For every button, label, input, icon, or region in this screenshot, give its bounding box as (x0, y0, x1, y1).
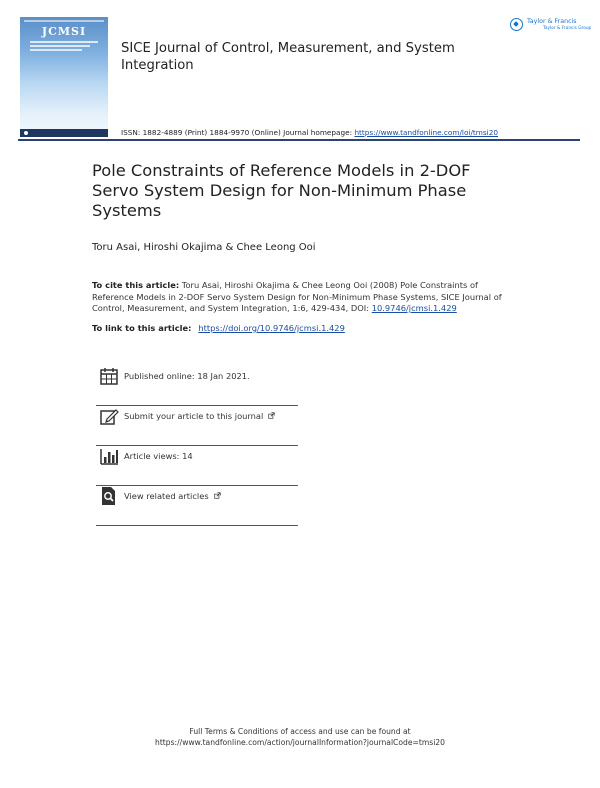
issn-line (121, 128, 498, 137)
issn-text: ISSN: 1882-4889 (Print) 1884-9970 (Online) Journal homepage: (121, 128, 355, 137)
article-link-line (92, 323, 345, 333)
edit-icon (99, 406, 119, 426)
footer-terms-text: Full Terms & Conditions of access and use can be found at (189, 727, 411, 736)
submit-row[interactable] (96, 406, 298, 446)
external-link-icon (214, 492, 221, 499)
publisher-logo-icon (510, 18, 523, 31)
published-row (96, 366, 298, 406)
article-title: Pole Constraints of Reference Models in 2-DOF Servo System Design for Non-Minimum Phase Systems (92, 161, 471, 220)
article-authors: Toru Asai, Hiroshi Okajima & Chee Leong Ooi (92, 242, 316, 253)
submit-article-link[interactable] (124, 411, 275, 421)
submit-article-text: Submit your article to this journal (124, 411, 264, 421)
view-related-text: View related articles (124, 491, 209, 501)
search-document-icon (99, 486, 119, 506)
publisher-logo[interactable] (510, 17, 592, 35)
cover-text-line (30, 41, 98, 43)
calendar-icon (99, 366, 119, 386)
citation-block (92, 280, 522, 315)
article-views-text: Article views: 14 (124, 451, 193, 461)
publisher-name: Taylor & Francis (527, 18, 577, 25)
published-online-text: Published online: 18 Jan 2021. (124, 371, 250, 381)
footer (0, 726, 600, 749)
view-related-link[interactable] (124, 491, 221, 501)
footer-terms-url[interactable]: https://www.tandfonline.com/action/journalInformation?journalCode=tmsi20 (155, 738, 445, 748)
journal-homepage-link[interactable]: https://www.tandfonline.com/loi/tmsi20 (354, 128, 498, 137)
cover-text-line (30, 49, 82, 51)
row-divider (96, 525, 298, 527)
header-divider (18, 139, 580, 141)
cover-top-line (24, 20, 104, 22)
citation-text: Toru Asai, Hiroshi Okajima & Chee Leong Ooi (2008) Pole Constraints of Reference Models in 2-DOF Servo System Design for Non-Minimum Phase Systems, SICE Journal of Control, Measurement, and System Integration, 1:6, 429-434, DOI: (92, 280, 502, 314)
cover-text-line (30, 45, 90, 47)
external-link-icon (268, 412, 275, 419)
article-doi-url[interactable]: https://doi.org/10.9746/jcmsi.1.429 (198, 323, 345, 333)
publisher-tagline: Taylor & Francis Group (543, 26, 592, 31)
bar-chart-icon (99, 446, 119, 466)
cover-journal-short: JCMSI (41, 25, 87, 38)
cover-footer-bar (20, 129, 108, 137)
citation-label: To cite this article: (92, 280, 180, 290)
doi-link[interactable]: 10.9746/jcmsi.1.429 (371, 303, 457, 314)
article-link-label: To link to this article: (92, 323, 195, 333)
journal-cover (20, 17, 108, 137)
journal-title[interactable]: SICE Journal of Control, Measurement, and System Integration (121, 41, 455, 73)
views-row (96, 446, 298, 486)
related-row[interactable] (96, 486, 298, 526)
